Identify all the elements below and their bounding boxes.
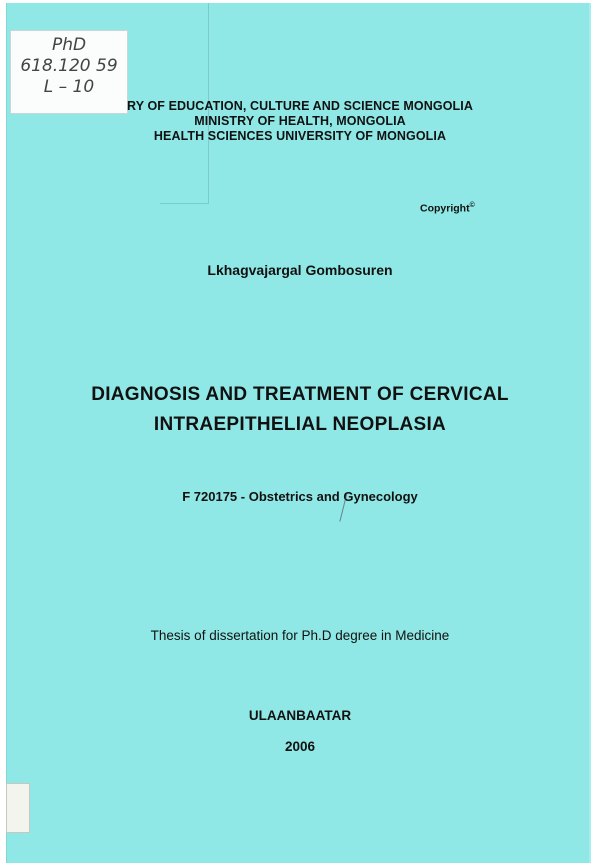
copyright-symbol: © xyxy=(469,202,475,209)
ministry-line-3: HEALTH SCIENCES UNIVERSITY OF MONGOLIA xyxy=(153,129,447,143)
label-line-3: L – 10 xyxy=(43,77,95,97)
label-line-2: 618.120 59 xyxy=(20,56,118,76)
thesis-title-line-2: INTRAEPITHELIAL NEOPLASIA xyxy=(153,414,447,435)
ministry-line-2: MINISTRY OF HEALTH, MONGOLIA xyxy=(194,114,406,128)
library-call-number-label xyxy=(10,30,128,114)
copyright-text: Copyright xyxy=(420,202,470,215)
ministry-line-1: RY OF EDUCATION, CULTURE AND SCIENCE MONGOLIA xyxy=(127,99,473,113)
thesis-title-line-1: DIAGNOSIS AND TREATMENT OF CERVICAL xyxy=(91,384,509,405)
speciality-code: F 720175 - Obstetrics and Gynecology xyxy=(182,489,418,504)
label-line-1: PhD xyxy=(51,35,87,55)
spine-tab xyxy=(6,783,30,833)
city: ULAANBAATAR xyxy=(248,708,352,723)
thesis-description: Thesis of dissertation for Ph.D degree in Medicine xyxy=(150,628,450,643)
year: 2006 xyxy=(284,739,316,754)
author-name: Lkhagvajargal Gombosuren xyxy=(207,262,393,278)
copyright-notice xyxy=(420,202,475,215)
